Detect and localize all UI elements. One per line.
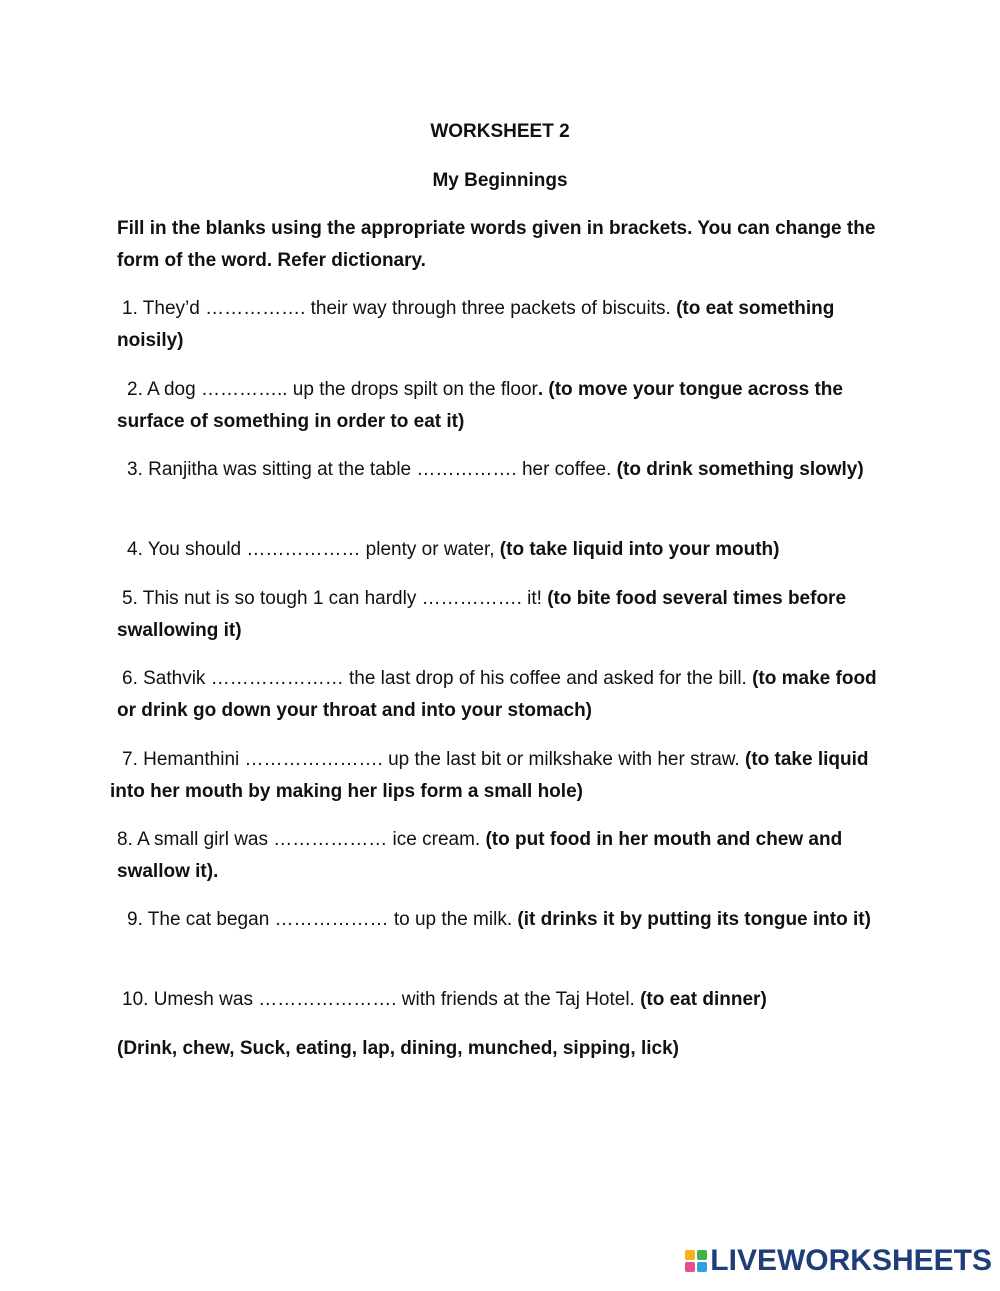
question-5 <box>117 583 897 646</box>
question-4 <box>117 534 897 566</box>
word-bank: (Drink, chew, Suck, eating, lap, dining, munched, sipping, lick) <box>117 1038 679 1059</box>
logo-block <box>697 1250 707 1260</box>
question-hint: (to drink something slowly) <box>616 459 864 480</box>
question-hint: (to bite food several times before swallowing it) <box>117 588 847 641</box>
question-hint: (to take liquid into your mouth) <box>499 539 780 560</box>
question-text: 10. Umesh was …………………. with friends at the Taj Hotel. <box>122 989 641 1010</box>
question-3 <box>117 454 897 486</box>
logo-block <box>685 1262 695 1272</box>
question-hint: (to take liquid into her mouth by making her lips form a small hole) <box>110 749 869 802</box>
question-hint: (to eat dinner) <box>640 989 767 1010</box>
question-hint: . (to move your tongue across the surface of something in order to eat it) <box>117 379 843 432</box>
question-2 <box>117 374 897 437</box>
question-6 <box>117 663 897 726</box>
question-text: 6. Sathvik ………………… the last drop of his coffee and asked for the bill. <box>122 668 753 689</box>
worksheet-title: WORKSHEET 2 <box>430 121 570 142</box>
question-hint: (to eat something noisily) <box>117 298 835 351</box>
question-text: 5. This nut is so tough 1 can hardly ……………. it! <box>122 588 548 609</box>
instructions: Fill in the blanks using the appropriate words given in brackets. You can change the form of the word. Refer dictionary. <box>117 218 876 271</box>
logo-blocks-icon <box>685 1250 707 1272</box>
question-8 <box>117 824 897 887</box>
question-hint: (it drinks it by putting its tongue into it) <box>517 909 871 930</box>
question-text: 8. A small girl was ……………… ice cream. <box>117 829 486 850</box>
question-text: 9. The cat began ……………… to up the milk. <box>127 909 518 930</box>
question-text: 4. You should ……………… plenty or water, <box>127 539 500 560</box>
question-1 <box>117 293 897 356</box>
logo-block <box>685 1250 695 1260</box>
worksheet-subtitle: My Beginnings <box>432 170 568 191</box>
question-10 <box>117 984 897 1016</box>
question-text: 7. Hemanthini …………………. up the last bit or milkshake with her straw. <box>122 749 745 770</box>
question-text: 1. They’d ……………. their way through three packets of biscuits. <box>122 298 677 319</box>
liveworksheets-logo[interactable] <box>685 1245 992 1277</box>
logo-block <box>697 1262 707 1272</box>
question-text: 2. A dog ………….. up the drops spilt on the floor <box>127 379 538 400</box>
question-hint: (to make food or drink go down your throat and into your stomach) <box>117 668 877 721</box>
question-text: 3. Ranjitha was sitting at the table ……………. her coffee. <box>127 459 617 480</box>
logo-text: LIVEWORKSHEETS <box>710 1244 992 1277</box>
question-9 <box>117 904 897 936</box>
question-7 <box>110 744 890 807</box>
question-hint: (to put food in her mouth and chew and swallow it). <box>117 829 843 882</box>
